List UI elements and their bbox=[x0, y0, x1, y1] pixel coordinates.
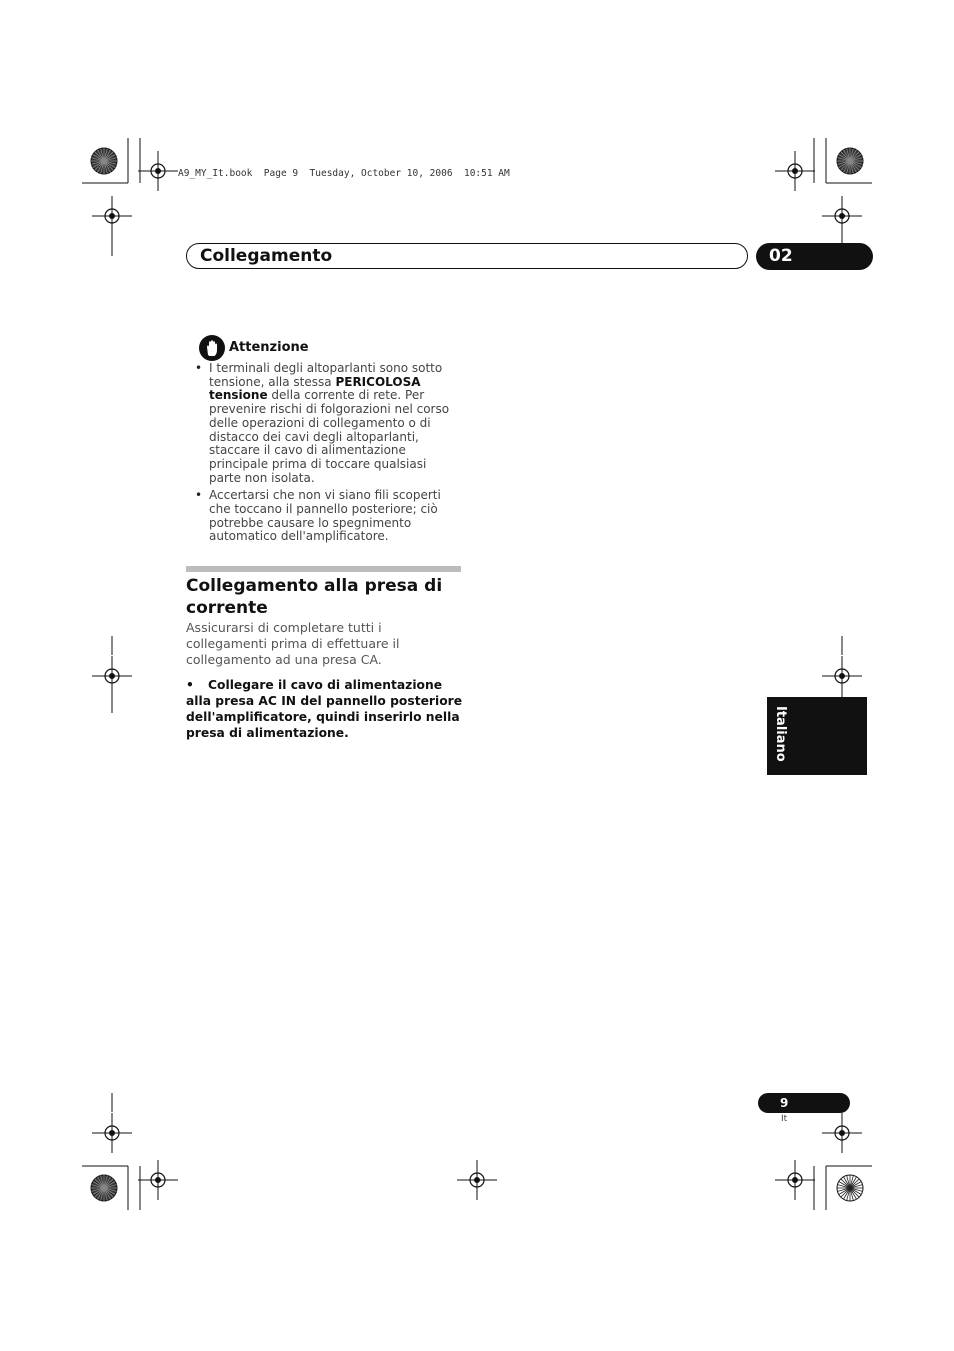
step-text: Collegare il cavo di alimentazione alla presa AC IN del pannello posteriore dell'amplificatore, quindi inserirlo nella presa di alimentazione. bbox=[186, 678, 463, 740]
step-bullet: • bbox=[186, 678, 194, 692]
raised-hand-icon bbox=[199, 335, 225, 361]
section-title: Collegamento alla presa di corrente bbox=[186, 576, 443, 618]
page-language-code: It bbox=[781, 1114, 788, 1124]
language-tab-label: Italiano bbox=[773, 706, 788, 762]
section-divider bbox=[186, 566, 461, 572]
caution-item-emphasis: PERICOLOSA tensione bbox=[209, 374, 421, 403]
section-step bbox=[186, 677, 464, 741]
page-number-badge bbox=[758, 1093, 850, 1113]
caution-list bbox=[195, 362, 461, 548]
chapter-number: 02 bbox=[769, 246, 793, 266]
list-item bbox=[195, 489, 461, 544]
caution-item-text: I terminali degli altoparlanti sono sotto tensione, alla stessa bbox=[209, 361, 443, 389]
caution-item-text: della corrente di rete. Per prevenire rischi di folgorazioni nel corso delle operazioni di collegamento o di distacco dei cavi degli altoparlanti, staccare il cavo di alimentazione principale prima di toccare qualsiasi parte non isolata. bbox=[209, 388, 450, 485]
list-item bbox=[195, 362, 461, 485]
page-number: 9 bbox=[780, 1096, 789, 1110]
caution-title: Attenzione bbox=[229, 340, 309, 355]
caution-item-text: Accertarsi che non vi siano fili scoperti che toccano il pannello posteriore; ciò potrebbe causare lo spegnimento automatico dell'amplificatore. bbox=[209, 488, 441, 544]
section-body: Assicurarsi di completare tutti i collegamenti prima di effettuare il collegamento ad una presa CA. bbox=[186, 620, 400, 667]
chapter-title: Collegamento bbox=[200, 246, 333, 266]
book-file-header: A9_MY_It.book Page 9 Tuesday, October 10, 2006 10:51 AM bbox=[178, 168, 510, 179]
